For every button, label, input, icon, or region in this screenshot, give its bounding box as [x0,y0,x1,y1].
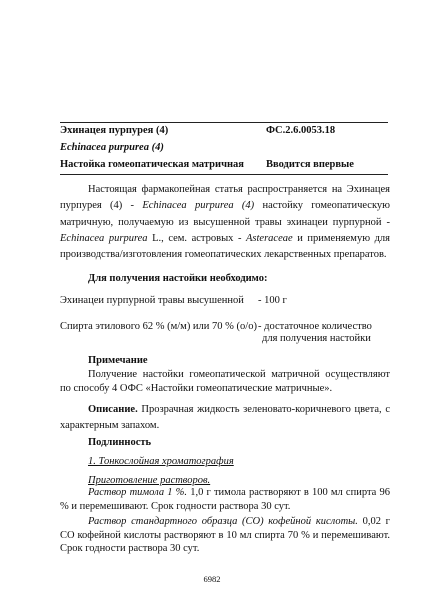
intro-paragraph: Настоящая фармакопейная статья распространяется на Эхинацея пурпурея (4) - Echinacea purpurea (4) настойку гомеопатическую матричную, получаемую из высушенной травы эхинацеи пурпурной - Echinacea purpurea L., сем. астровых - Asteraceae и применяемую для производства/изготовления гомеопатических лекарственных препаратов. [60,184,391,261]
ingredient-1-qty: - 100 г [258,295,287,306]
description-label: Описание. [88,404,138,415]
thymol-solution: Раствор тимола 1 %. 1,0 г тимола растворяют в 100 мл спирта 96 % и перемешивают. Срок годности раствора 30 сут. [60,487,390,512]
note-title: Примечание [88,355,148,366]
solutions-prep: Приготовление растворов. [88,475,211,486]
tlc-method: 1. Тонкослойная хроматография [88,456,234,467]
monograph-form: Настойка гомеопатическая матричная [60,159,244,170]
monograph-name-lat: Echinacea purpurea (4) [60,142,164,153]
requirements-title: Для получения настойки необходимо: [88,273,268,284]
monograph-name-ru: Эхинацея пурпурея (4) [60,125,169,136]
ingredient-1-name: Эхинацеи пурпурной травы высушенной [60,295,244,306]
description-text: Прозрачная жидкость зеленовато-коричневого цвета, с характерным запахом. [60,404,390,432]
monograph-code: ФС.2.6.0053.18 [266,125,336,136]
top-rule [60,122,388,123]
ingredient-2-name: Спирта этилового 62 % (м/м) или 70 % (о/о) [60,321,257,332]
plant-name: Echinacea purpurea [60,232,148,244]
note-text: Получение настойки гомеопатической матричной осуществляют по способу 4 ОФС «Настойки гомеопатические матричные». [60,369,390,395]
monograph-status: Вводится впервые [266,159,354,170]
bottom-rule [60,174,388,175]
ingredient-2-qty: - достаточное количество [258,321,372,332]
family-name: Asteraceae [246,232,293,244]
thymol-label: Раствор тимола 1 %. [88,487,188,498]
description-paragraph [60,402,390,435]
identity-title: Подлинность [88,437,152,448]
page-number: 6982 [203,574,221,584]
latin-name: Echinacea purpurea (4) [142,200,255,212]
caffeic-label: Раствор стандартного образца (СО) кофейной кислоты. [88,516,358,527]
ingredient-2-qty-cont: для получения настойки [262,333,371,344]
caffeic-solution: Раствор стандартного образца (СО) кофейной кислоты. 0,02 г СО кофейной кислоты растворяют в 10 мл спирта 70 % и перемешивают. Срок годности раствора 30 сут. [60,516,390,555]
